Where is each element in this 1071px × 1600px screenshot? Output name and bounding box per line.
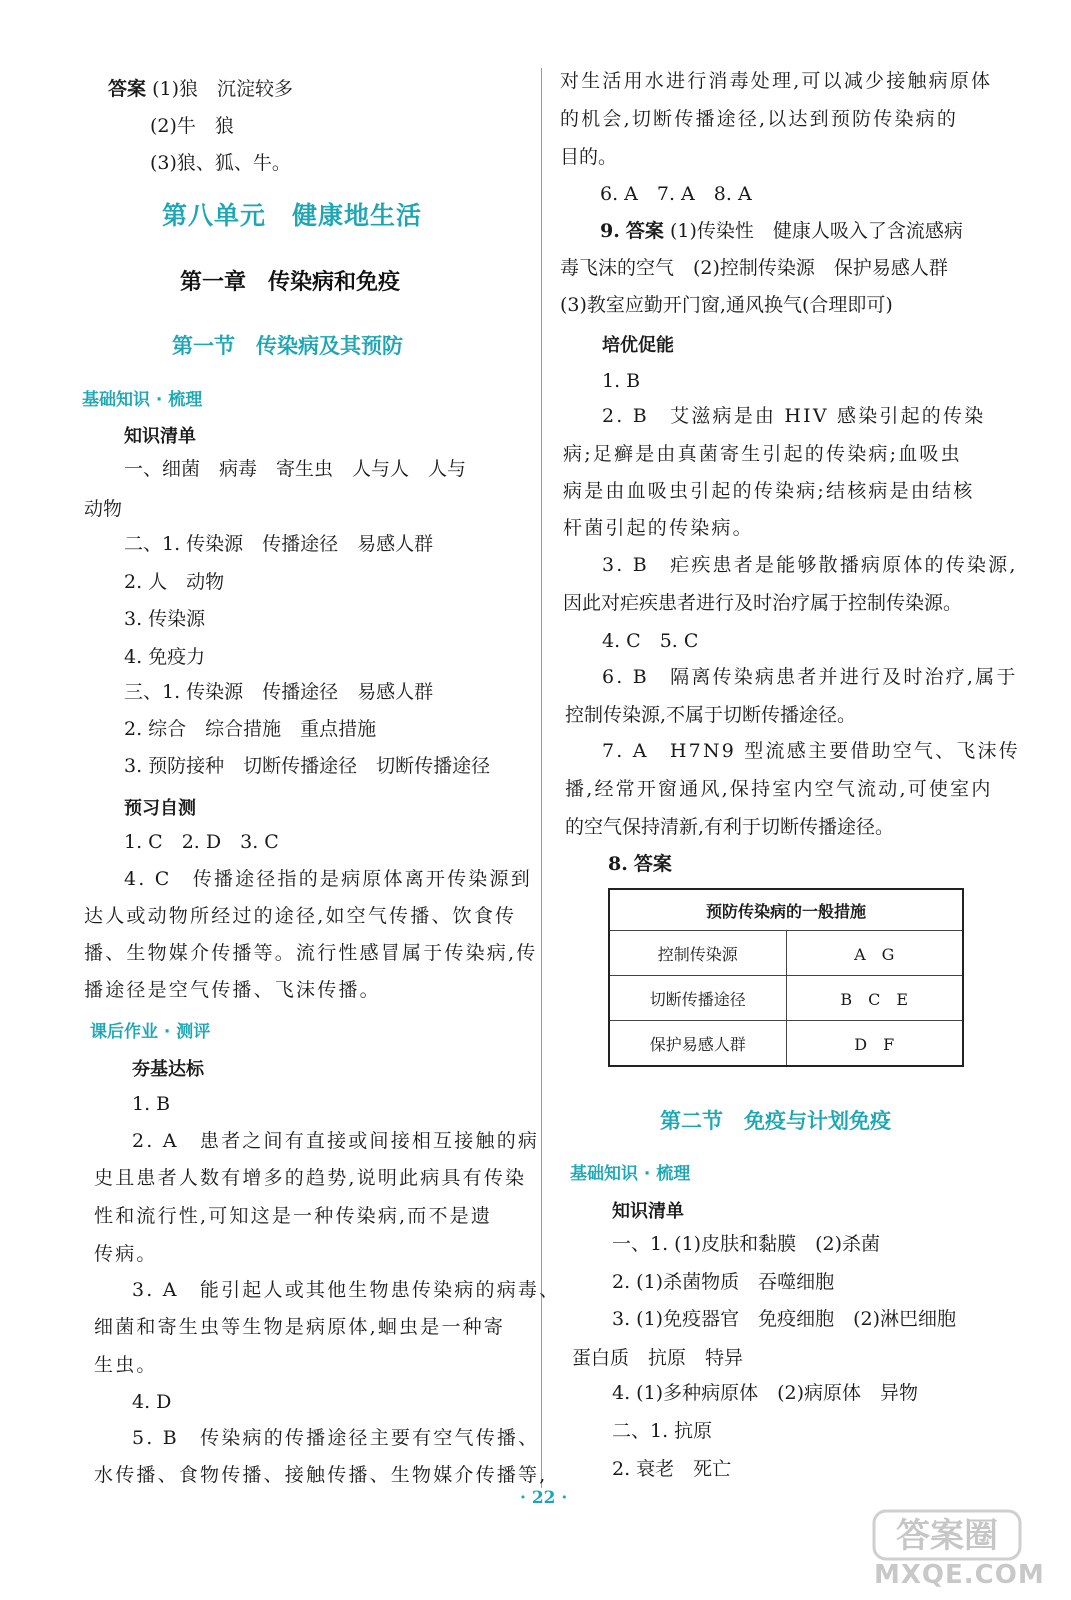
advance-answer: 1. B (602, 370, 641, 392)
table-row (609, 1021, 963, 1067)
answer-8 (608, 851, 672, 877)
advance-explanation: 2. B 艾滋病是由 HIV 感染引起的传染 (602, 405, 986, 427)
preview-explanation: 播、生物媒介传播等。流行性感冒属于传染病,传 (84, 942, 538, 964)
table-cell-measure: 切断传播途径 (609, 976, 786, 1021)
table-cell-measure: 保护易感人群 (609, 1021, 786, 1067)
question-number: 8. (608, 853, 628, 875)
continued-text: 的机会,切断传播途径,以达到预防传染病的 (560, 108, 959, 130)
advance-explanation: 病是由血吸虫引起的传染病;结核病是由结核 (563, 480, 975, 502)
preview-explanation: 4. C 传播途径指的是病原体离开传染源到 (124, 868, 532, 890)
table-cell-options: A G (786, 931, 963, 976)
answer-9-cont: (3)教室应勤开门窗,通风换气(合理即可) (560, 294, 893, 316)
homework-explanation: 5. B 传染病的传播途径主要有空气传播、 (132, 1427, 540, 1449)
knowledge-line: 3. (1)免疫器官 免疫细胞 (2)淋巴细胞 (612, 1308, 956, 1330)
category-basic-knowledge-2: 基础知识 · 梳理 (570, 1164, 691, 1184)
knowledge-line: 一、1. (1)皮肤和黏膜 (2)杀菌 (612, 1233, 880, 1255)
advance-explanation: 因此对疟疾患者进行及时治疗属于控制传染源。 (563, 592, 963, 614)
subheading-knowledge-list: 知识清单 (124, 426, 196, 447)
answer-text: (1)传染性 健康人吸入了含流感病 (669, 220, 963, 242)
answer-label: 答案 (625, 220, 664, 242)
subheading-knowledge-list-2: 知识清单 (612, 1201, 684, 1222)
answer-line-2: (2)牛 狼 (150, 115, 234, 137)
continued-text: 对生活用水进行消毒处理,可以减少接触病原体 (560, 70, 993, 92)
answer-9 (600, 218, 963, 244)
answer-text: (1)狼 沉淀较多 (152, 78, 293, 100)
section-title-1: 第一节 传染病及其预防 (172, 334, 403, 358)
answer-label: 答案 (108, 78, 147, 100)
knowledge-line: 2. 综合 综合措施 重点措施 (124, 718, 377, 740)
knowledge-line: 3. 传染源 (124, 608, 206, 630)
subheading-advance: 培优促能 (602, 335, 674, 356)
homework-explanation: 性和流行性,可知这是一种传染病,而不是遗 (94, 1205, 493, 1227)
knowledge-line: 二、1. 抗原 (612, 1420, 713, 1442)
homework-explanation: 传病。 (94, 1243, 158, 1265)
answer-line-3: (3)狼、狐、牛。 (150, 152, 291, 174)
subheading-basic-target: 夯基达标 (132, 1059, 204, 1080)
subheading-preview-test: 预习自测 (124, 798, 196, 819)
knowledge-line: 三、1. 传染源 传播途径 易感人群 (124, 681, 434, 703)
homework-answer: 4. D (132, 1391, 172, 1413)
knowledge-line: 蛋白质 抗原 特异 (572, 1347, 744, 1369)
answer-9-cont: 毒飞沫的空气 (2)控制传染源 保护易感人群 (560, 257, 948, 279)
advance-explanation: 7. A H7N9 型流感主要借助空气、飞沫传 (602, 740, 1020, 762)
table-header-row (609, 889, 963, 931)
homework-answer: 1. B (132, 1093, 171, 1115)
advance-explanation: 控制传染源,不属于切断传播途径。 (565, 704, 857, 726)
preview-explanation: 播途径是空气传播、飞沫传播。 (84, 979, 381, 1001)
knowledge-line: 4. (1)多种病原体 (2)病原体 异物 (612, 1382, 918, 1404)
homework-explanation: 细菌和寄生虫等生物是病原体,蛔虫是一种寄 (94, 1316, 506, 1338)
table-cell-options: B C E (786, 976, 963, 1021)
advance-explanation: 3. B 疟疾患者是能够散播病原体的传染源, (602, 554, 1018, 576)
knowledge-line: 2. 人 动物 (124, 571, 225, 593)
knowledge-line: 动物 (84, 498, 123, 520)
answer-line-1 (108, 76, 293, 102)
section-title-2: 第二节 免疫与计划免疫 (660, 1109, 891, 1133)
table-row (609, 976, 963, 1021)
category-basic-knowledge: 基础知识 · 梳理 (82, 390, 203, 410)
advance-answer: 4. C 5. C (602, 630, 699, 652)
knowledge-line: 2. (1)杀菌物质 吞噬细胞 (612, 1271, 835, 1293)
watermark-logo (872, 1505, 1022, 1563)
page-number: · 22 · (520, 1488, 568, 1508)
table-header: 预防传染病的一般措施 (609, 889, 963, 931)
knowledge-line: 2. 衰老 死亡 (612, 1458, 732, 1480)
unit-title: 第八单元 健康地生活 (162, 201, 423, 230)
answer-label: 答案 (633, 853, 672, 875)
knowledge-line: 4. 免疫力 (124, 646, 206, 668)
column-divider (541, 68, 542, 1488)
answer-row: 6. A 7. A 8. A (600, 183, 752, 205)
table-row (609, 931, 963, 976)
question-number: 9. (600, 220, 620, 242)
homework-explanation: 史且患者人数有增多的趋势,说明此病具有传染 (94, 1167, 527, 1189)
advance-explanation: 6. B 隔离传染病患者并进行及时治疗,属于 (602, 666, 1018, 688)
table-cell-measure: 控制传染源 (609, 931, 786, 976)
knowledge-line: 3. 预防接种 切断传播途径 切断传播途径 (124, 755, 491, 777)
advance-explanation: 病;足癣是由真菌寄生引起的传染病;血吸虫 (563, 443, 962, 465)
continued-text: 目的。 (560, 146, 618, 168)
table-cell-options: D F (786, 1021, 963, 1067)
advance-explanation: 的空气保持清新,有利于切断传播途径。 (565, 816, 895, 838)
chapter-title: 第一章 传染病和免疫 (180, 270, 401, 295)
homework-explanation: 3. A 能引起人或其他生物患传染病的病毒、 (132, 1279, 561, 1301)
homework-explanation: 水传播、食物传播、接触传播、生物媒介传播等, (94, 1464, 548, 1486)
knowledge-line: 二、1. 传染源 传播途径 易感人群 (124, 533, 434, 555)
advance-explanation: 播,经常开窗通风,保持室内空气流动,可使室内 (565, 778, 993, 800)
watermark-url: MXQE.COM (874, 1560, 1045, 1590)
prevention-measures-table (608, 888, 964, 1067)
advance-explanation: 杆菌引起的传染病。 (563, 517, 754, 539)
homework-explanation: 生虫。 (94, 1354, 158, 1376)
category-homework: 课后作业 · 测评 (90, 1022, 211, 1042)
watermark-text: 答案圈 (896, 1516, 998, 1556)
preview-answers: 1. C 2. D 3. C (124, 831, 279, 853)
homework-explanation: 2. A 患者之间有直接或间接相互接触的病 (132, 1130, 540, 1152)
preview-explanation: 达人或动物所经过的途径,如空气传播、饮食传 (84, 905, 517, 927)
knowledge-line: 一、细菌 病毒 寄生虫 人与人 人与 (124, 458, 467, 480)
